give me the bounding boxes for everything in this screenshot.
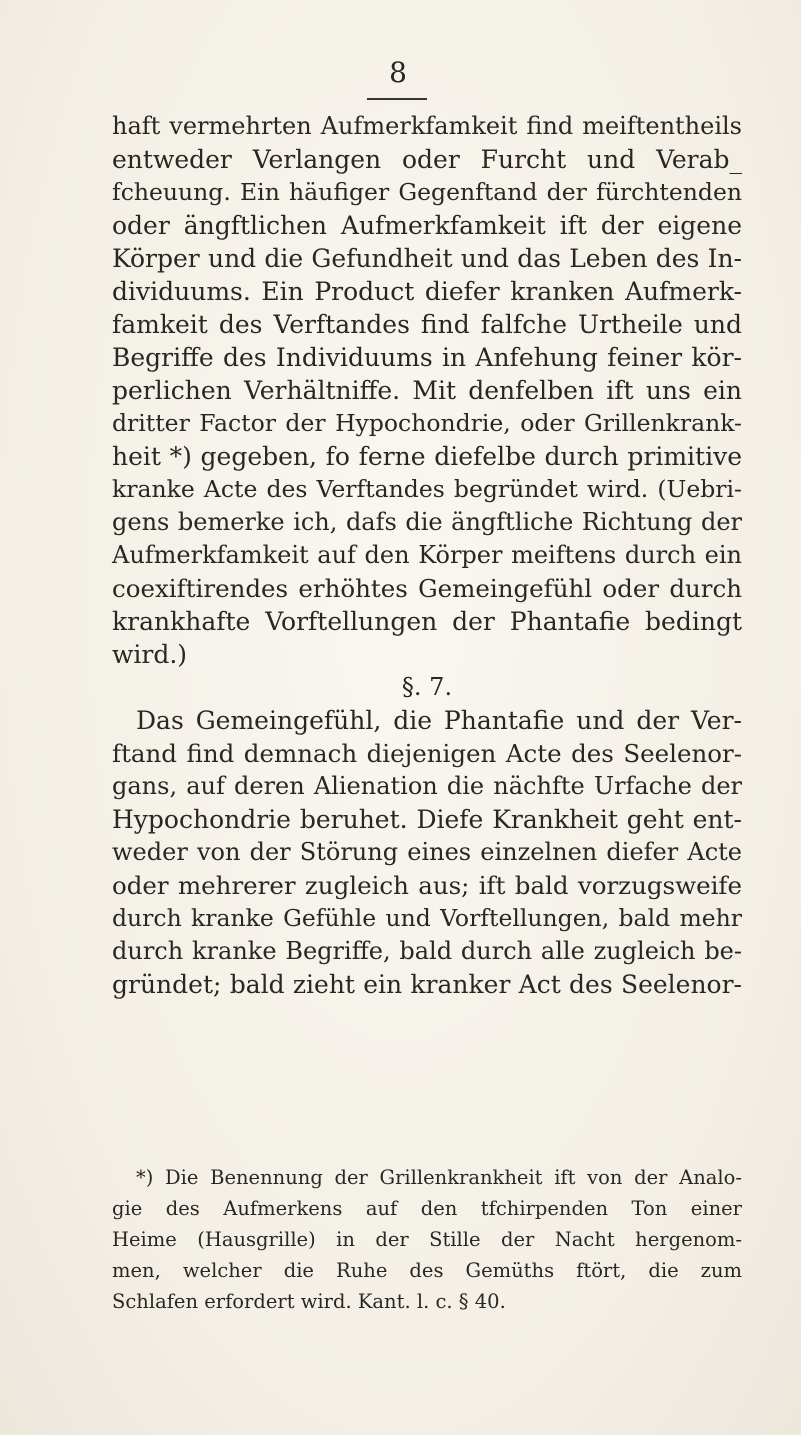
text-line: perlichen Verhältniffe. Mit denfelben ift uns ein bbox=[112, 376, 742, 405]
text-line: oder ängftlichen Aufmerkfamkeit ift der eigene bbox=[112, 211, 742, 240]
text-line: gens bemerke ich, dafs die ängftliche Richtung der bbox=[112, 508, 742, 536]
footnote-line: gie des Aufmerkens auf den tfchirpenden Ton einer bbox=[112, 1197, 742, 1220]
text-line: Körper und die Gefundheit und das Leben des In- bbox=[112, 244, 742, 273]
text-line: kranke Acte des Verftandes begründet wird. (Uebri- bbox=[112, 475, 742, 503]
text-line: Begriffe des Individuums in Anfehung feiner kör- bbox=[112, 343, 742, 372]
text-line: ftand find demnach diejenigen Acte des Seelenor- bbox=[112, 739, 742, 768]
text-line: oder mehrerer zugleich aus; ift bald vorzugsweife bbox=[112, 871, 742, 900]
text-line: Aufmerkfamkeit auf den Körper meiftens durch ein bbox=[112, 541, 742, 569]
section-heading: §. 7. bbox=[401, 673, 453, 701]
footnote bbox=[112, 1162, 742, 1317]
page-number: 8 bbox=[389, 56, 407, 89]
footnote-line: Schlafen erfordert wird. Kant. l. c. § 40. bbox=[112, 1290, 506, 1313]
text-line: entweder Verlangen oder Furcht und Verab_ bbox=[112, 145, 742, 174]
text-line: durch kranke Begriffe, bald durch alle zugleich be- bbox=[112, 937, 742, 965]
text-line: wird.) bbox=[112, 640, 188, 669]
text-line: heit *) gegeben, fo ferne diefelbe durch primitive bbox=[112, 442, 742, 471]
footnote-line: men, welcher die Ruhe des Gemüths ftört, die zum bbox=[112, 1259, 742, 1282]
text-line: haft vermehrten Aufmerkfamkeit find meiftentheils bbox=[112, 112, 742, 140]
text-line: durch kranke Gefühle und Vorftellungen, bald mehr bbox=[112, 904, 742, 932]
text-line: famkeit des Verftandes find falfche Urtheile und bbox=[112, 310, 742, 339]
text-line: Das Gemeingefühl, die Phantafie und der Ver- bbox=[136, 706, 742, 735]
footnote-line: Heime (Hausgrille) in der Stille der Nacht hergenom- bbox=[112, 1228, 742, 1251]
text-line: krankhafte Vorftellungen der Phantafie bedingt bbox=[112, 607, 742, 636]
page-number-underline bbox=[367, 98, 427, 100]
text-line: weder von der Störung eines einzelnen diefer Acte bbox=[112, 838, 742, 866]
text-line: dividuums. Ein Product diefer kranken Aufmerk- bbox=[112, 277, 742, 306]
text-line: Hypochondrie beruhet. Diefe Krankheit geht ent- bbox=[112, 805, 742, 834]
text-line: dritter Factor der Hypochondrie, oder Grillenkrank- bbox=[112, 409, 742, 437]
text-line: coexiftirendes erhöhtes Gemeingefühl oder durch bbox=[112, 574, 742, 603]
text-line: gründet; bald zieht ein kranker Act des Seelenor- bbox=[112, 970, 742, 999]
text-line: gans, auf deren Alienation die nächfte Urfache der bbox=[112, 772, 742, 800]
footnote-line: *) Die Benennung der Grillenkrankheit ift von der Analo- bbox=[136, 1166, 742, 1189]
main-text bbox=[112, 110, 742, 1001]
text-line: fcheuung. Ein häufiger Gegenftand der fürchtenden bbox=[112, 178, 742, 206]
